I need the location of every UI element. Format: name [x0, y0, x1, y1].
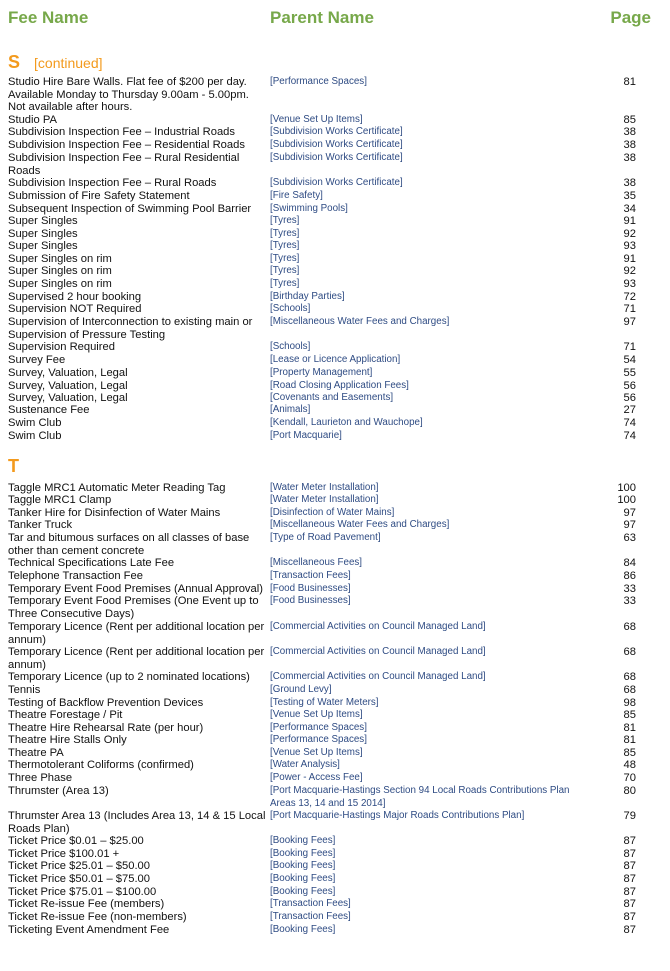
page-number: 71	[623, 341, 636, 353]
parent-name: [Water Analysis]	[270, 759, 340, 770]
parent-name: [Commercial Activities on Council Managed Land]	[270, 671, 486, 682]
parent-name: [Venue Set Up Items]	[270, 114, 363, 125]
page-number: 85	[623, 747, 636, 759]
fee-name: Ticket Price $100.01 +	[8, 848, 120, 860]
fee-name: Thrumster (Area 13)	[8, 785, 109, 797]
parent-name: [Swimming Pools]	[270, 203, 348, 214]
page-number: 56	[623, 392, 636, 404]
fee-name: Ticket Price $75.01 – $100.00	[8, 886, 157, 898]
parent-name-heading: Parent Name	[270, 8, 374, 27]
fee-name: Thermotolerant Coliforms (confirmed)	[8, 759, 194, 771]
page-number: 87	[623, 886, 636, 898]
page-number: 56	[623, 380, 636, 392]
fee-name: Ticket Price $25.01 – $50.00	[8, 860, 151, 872]
continued-label: [continued]	[34, 55, 103, 71]
page-number: 97	[623, 519, 636, 531]
page-number: 93	[623, 240, 636, 252]
page-number: 87	[623, 924, 636, 936]
page-number: 87	[623, 873, 636, 885]
fee-name: Temporary Licence (up to 2 nominated locations)	[8, 671, 250, 683]
page-number: 74	[623, 417, 636, 429]
parent-name: [Water Meter Installation]	[270, 482, 379, 493]
page-number: 38	[623, 126, 636, 138]
fee-name: Theatre Forestage / Pit	[8, 709, 123, 721]
parent-name: [Ground Levy]	[270, 684, 332, 695]
parent-name: [Performance Spaces]	[270, 734, 367, 745]
parent-name: [Booking Fees]	[270, 924, 336, 935]
parent-name: [Tyres]	[270, 240, 300, 251]
page-number: 87	[623, 898, 636, 910]
section-letter-t	[8, 456, 19, 477]
parent-name: [Tyres]	[270, 215, 300, 226]
parent-name: [Booking Fees]	[270, 848, 336, 859]
fee-name: Taggle MRC1 Clamp	[8, 494, 112, 506]
fee-name: Swim Club	[8, 430, 62, 442]
page-number: 68	[623, 684, 636, 696]
page-number: 86	[623, 570, 636, 582]
page-number: 79	[623, 810, 636, 822]
fee-name: Temporary Event Food Premises (One Event up to Three Consecutive Days)	[8, 595, 259, 620]
parent-name: [Commercial Activities on Council Managed Land]	[270, 621, 486, 632]
parent-name: [Tyres]	[270, 278, 300, 289]
section-letter: T	[8, 456, 19, 476]
page-number: 72	[623, 291, 636, 303]
parent-name: [Birthday Parties]	[270, 291, 345, 302]
fee-name: Super Singles on rim	[8, 253, 112, 265]
fee-name: Submission of Fire Safety Statement	[8, 190, 190, 202]
page-number: 87	[623, 911, 636, 923]
page-number: 93	[623, 278, 636, 290]
fee-name: Tanker Truck	[8, 519, 73, 531]
page-number: 70	[623, 772, 636, 784]
fee-name: Subsequent Inspection of Swimming Pool Barrier	[8, 203, 252, 215]
fee-name: Super Singles	[8, 228, 78, 240]
page-number: 34	[623, 203, 636, 215]
parent-name: [Subdivision Works Certificate]	[270, 177, 403, 188]
parent-name: [Venue Set Up Items]	[270, 747, 363, 758]
parent-name: [Booking Fees]	[270, 860, 336, 871]
parent-name: [Miscellaneous Water Fees and Charges]	[270, 519, 450, 530]
fee-name: Survey, Valuation, Legal	[8, 367, 128, 379]
fee-name: Testing of Backflow Prevention Devices	[8, 697, 204, 709]
parent-name: [Venue Set Up Items]	[270, 709, 363, 720]
fee-name: Survey Fee	[8, 354, 66, 366]
parent-name: [Subdivision Works Certificate]	[270, 139, 403, 150]
page-number: 87	[623, 835, 636, 847]
fee-name: Theatre PA	[8, 747, 64, 759]
fee-name: Super Singles	[8, 215, 78, 227]
parent-name: [Schools]	[270, 341, 311, 352]
page-number: 97	[623, 316, 636, 328]
page-number: 84	[623, 557, 636, 569]
page-number: 80	[623, 785, 636, 797]
fee-name: Supervised 2 hour booking	[8, 291, 142, 303]
fee-name: Taggle MRC1 Automatic Meter Reading Tag	[8, 482, 226, 494]
parent-name: [Lease or Licence Application]	[270, 354, 401, 365]
fee-name: Supervision Required	[8, 341, 115, 353]
fee-name: Ticket Re-issue Fee (non-members)	[8, 911, 187, 923]
parent-name: [Booking Fees]	[270, 873, 336, 884]
page-number: 27	[623, 404, 636, 416]
page-number: 87	[623, 848, 636, 860]
fee-name: Temporary Licence (Rent per additional location per annum)	[8, 646, 265, 671]
fee-name: Tar and bitumous surfaces on all classes of base other than cement concrete	[8, 532, 250, 557]
fee-name: Survey, Valuation, Legal	[8, 380, 128, 392]
parent-name: [Miscellaneous Water Fees and Charges]	[270, 316, 450, 327]
parent-name: [Property Management]	[270, 367, 373, 378]
parent-name: [Tyres]	[270, 253, 300, 264]
fee-name: Three Phase	[8, 772, 73, 784]
section-letter: S	[8, 52, 21, 72]
page-number: 74	[623, 430, 636, 442]
page-number: 81	[623, 734, 636, 746]
parent-name: [Water Meter Installation]	[270, 494, 379, 505]
page-number: 38	[623, 152, 636, 164]
fee-name: Supervision of Interconnection to existing main or Supervision of Pressure Testing	[8, 316, 253, 341]
fee-name: Thrumster Area 13 (Includes Area 13, 14 & 15 Local Roads Plan)	[8, 810, 266, 835]
page-number: 68	[623, 646, 636, 658]
parent-name: [Kendall, Laurieton and Wauchope]	[270, 417, 423, 428]
page-number: 85	[623, 114, 636, 126]
page-number: 81	[623, 722, 636, 734]
parent-name: [Food Businesses]	[270, 595, 351, 606]
page-number: 97	[623, 507, 636, 519]
fee-name: Studio PA	[8, 114, 57, 126]
parent-name: [Miscellaneous Fees]	[270, 557, 363, 568]
fee-name: Ticketing Event Amendment Fee	[8, 924, 170, 936]
page-number: 91	[623, 253, 636, 265]
fee-name: Sustenance Fee	[8, 404, 90, 416]
fee-name: Theatre Hire Rehearsal Rate (per hour)	[8, 722, 204, 734]
parent-name: [Subdivision Works Certificate]	[270, 152, 403, 163]
parent-name: [Transaction Fees]	[270, 570, 351, 581]
parent-name: [Covenants and Easements]	[270, 392, 394, 403]
page-number: 68	[623, 621, 636, 633]
fee-name: Tennis	[8, 684, 41, 696]
parent-name: [Food Businesses]	[270, 583, 351, 594]
parent-name: [Road Closing Application Fees]	[270, 380, 409, 391]
fee-name: Subdivision Inspection Fee – Industrial Roads	[8, 126, 235, 138]
fee-name: Ticket Re-issue Fee (members)	[8, 898, 165, 910]
parent-name: [Commercial Activities on Council Managed Land]	[270, 646, 486, 657]
page-number: 92	[623, 228, 636, 240]
parent-name: [Disinfection of Water Mains]	[270, 507, 395, 518]
parent-name: [Tyres]	[270, 228, 300, 239]
page-number: 38	[623, 177, 636, 189]
parent-name: [Port Macquarie-Hastings Major Roads Contributions Plan]	[270, 810, 525, 821]
page-number: 100	[617, 494, 636, 506]
page-number: 85	[623, 709, 636, 721]
fee-name: Telephone Transaction Fee	[8, 570, 143, 582]
page-number: 48	[623, 759, 636, 771]
page-number: 33	[623, 595, 636, 607]
parent-name: [Port Macquarie-Hastings Section 94 Local Roads Contributions Plan Areas 13, 14 and 15 2014]	[270, 785, 570, 809]
fee-name: Survey, Valuation, Legal	[8, 392, 128, 404]
parent-name: [Booking Fees]	[270, 886, 336, 897]
parent-name: [Subdivision Works Certificate]	[270, 126, 403, 137]
fee-name: Swim Club	[8, 417, 62, 429]
fee-name: Subdivision Inspection Fee – Residential Roads	[8, 139, 245, 151]
fee-name: Subdivision Inspection Fee – Rural Residential Roads	[8, 152, 240, 177]
parent-name: [Port Macquarie]	[270, 430, 342, 441]
parent-name: [Type of Road Pavement]	[270, 532, 381, 543]
parent-name: [Performance Spaces]	[270, 76, 367, 87]
section-letter-s	[8, 52, 103, 73]
parent-name: [Tyres]	[270, 265, 300, 276]
fee-name: Super Singles	[8, 240, 78, 252]
fee-name: Tanker Hire for Disinfection of Water Mains	[8, 507, 221, 519]
fee-name: Ticket Price $0.01 – $25.00	[8, 835, 144, 847]
parent-name: [Testing of Water Meters]	[270, 697, 379, 708]
fee-name: Theatre Hire Stalls Only	[8, 734, 127, 746]
page-number: 68	[623, 671, 636, 683]
parent-name: [Animals]	[270, 404, 311, 415]
page-number: 55	[623, 367, 636, 379]
fee-name: Temporary Licence (Rent per additional location per annum)	[8, 621, 265, 646]
column-header	[0, 8, 670, 30]
page-number: 63	[623, 532, 636, 544]
page-number: 38	[623, 139, 636, 151]
parent-name: [Booking Fees]	[270, 835, 336, 846]
parent-name: [Fire Safety]	[270, 190, 323, 201]
page-number: 98	[623, 697, 636, 709]
page-number: 81	[623, 76, 636, 88]
fee-name: Studio Hire Bare Walls. Flat fee of $200 per day. Available Monday to Thursday 9.00am - 5.00pm. Not available after hours.	[8, 76, 249, 114]
page-heading: Page	[610, 8, 651, 27]
page-number: 33	[623, 583, 636, 595]
page-number: 71	[623, 303, 636, 315]
page-number: 35	[623, 190, 636, 202]
fee-name-heading: Fee Name	[8, 8, 89, 27]
parent-name: [Transaction Fees]	[270, 911, 351, 922]
fee-name: Temporary Event Food Premises (Annual Approval)	[8, 583, 263, 595]
fee-name: Subdivision Inspection Fee – Rural Roads	[8, 177, 217, 189]
page-number: 91	[623, 215, 636, 227]
page-number: 87	[623, 860, 636, 872]
fee-name: Ticket Price $50.01 – $75.00	[8, 873, 151, 885]
fee-name: Super Singles on rim	[8, 265, 112, 277]
fee-name: Supervision NOT Required	[8, 303, 142, 315]
fee-name: Super Singles on rim	[8, 278, 112, 290]
parent-name: [Performance Spaces]	[270, 722, 367, 733]
page-number: 92	[623, 265, 636, 277]
fee-name: Technical Specifications Late Fee	[8, 557, 175, 569]
page-number: 100	[617, 482, 636, 494]
parent-name: [Transaction Fees]	[270, 898, 351, 909]
parent-name: [Schools]	[270, 303, 311, 314]
page-number: 54	[623, 354, 636, 366]
parent-name: [Power - Access Fee]	[270, 772, 363, 783]
